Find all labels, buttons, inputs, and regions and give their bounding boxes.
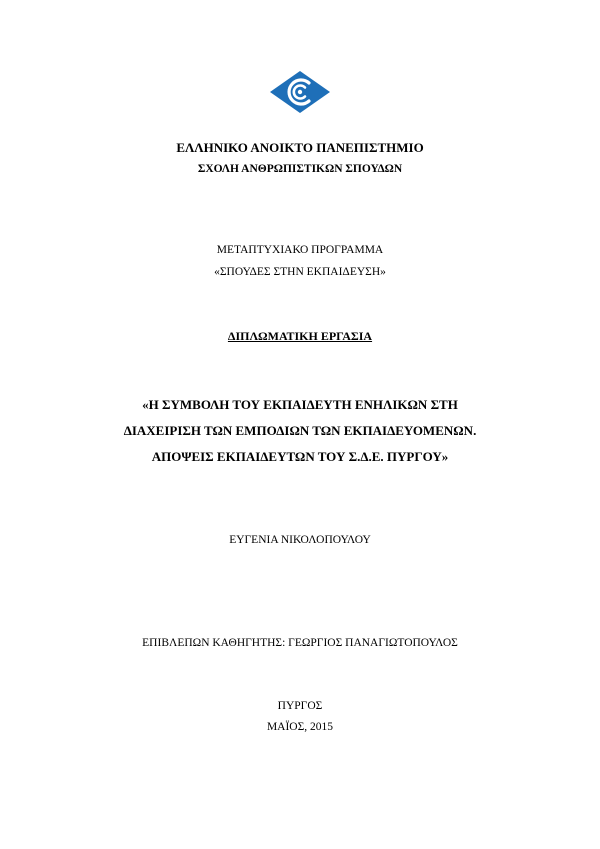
thesis-title-line-2: ΔΙΑΧΕΙΡΙΣΗ ΤΩΝ ΕΜΠΟΔΙΩΝ ΤΩΝ ΕΚΠΑΙΔΕΥΟΜΕΝΩΝ. <box>123 423 477 438</box>
school-name: ΣΧΟΛΗ ΑΝΘΡΩΠΙΣΤΙΚΩΝ ΣΠΟΥΔΩΝ <box>197 163 403 175</box>
university-emblem-icon <box>269 70 331 114</box>
thesis-title-line-3: ΑΠΟΨΕΙΣ ΕΚΠΑΙΔΕΥΤΩΝ ΤΟΥ Σ.Δ.Ε. ΠΥΡΓΟΥ» <box>151 449 449 464</box>
supervisor-line: ΕΠΙΒΛΕΠΩΝ ΚΑΘΗΓΗΤΗΣ: ΓΕΩΡΓΙΟΣ ΠΑΝΑΓΙΩΤΟΠΟΥΛΟΣ <box>142 637 458 649</box>
program-name: «ΣΠΟΥΔΕΣ ΣΤΗΝ ΕΚΠΑΙΔΕΥΣΗ» <box>214 266 386 278</box>
thesis-title-line-1: «Η ΣΥΜΒΟΛΗ ΤΟΥ ΕΚΠΑΙΔΕΥΤΗ ΕΝΗΛΙΚΩΝ ΣΤΗ <box>142 397 458 412</box>
city: ΠΥΡΓΟΣ <box>277 700 323 712</box>
program-heading: ΜΕΤΑΠΤΥΧΙΑΚΟ ΠΡΟΓΡΑΜΜΑ <box>216 244 384 256</box>
university-name: ΕΛΛΗΝΙΚΟ ΑΝΟΙΚΤΟ ΠΑΝΕΠΙΣΤΗΜΙΟ <box>176 140 424 155</box>
document-type-heading: ΔΙΠΛΩΜΑΤΙΚΗ ΕΡΓΑΣΙΑ <box>227 329 373 343</box>
author-name: ΕΥΓΕΝΙΑ ΝΙΚΟΛΟΠΟΥΛΟΥ <box>229 534 371 546</box>
submission-date: ΜΑΪΟΣ, 2015 <box>266 721 334 733</box>
